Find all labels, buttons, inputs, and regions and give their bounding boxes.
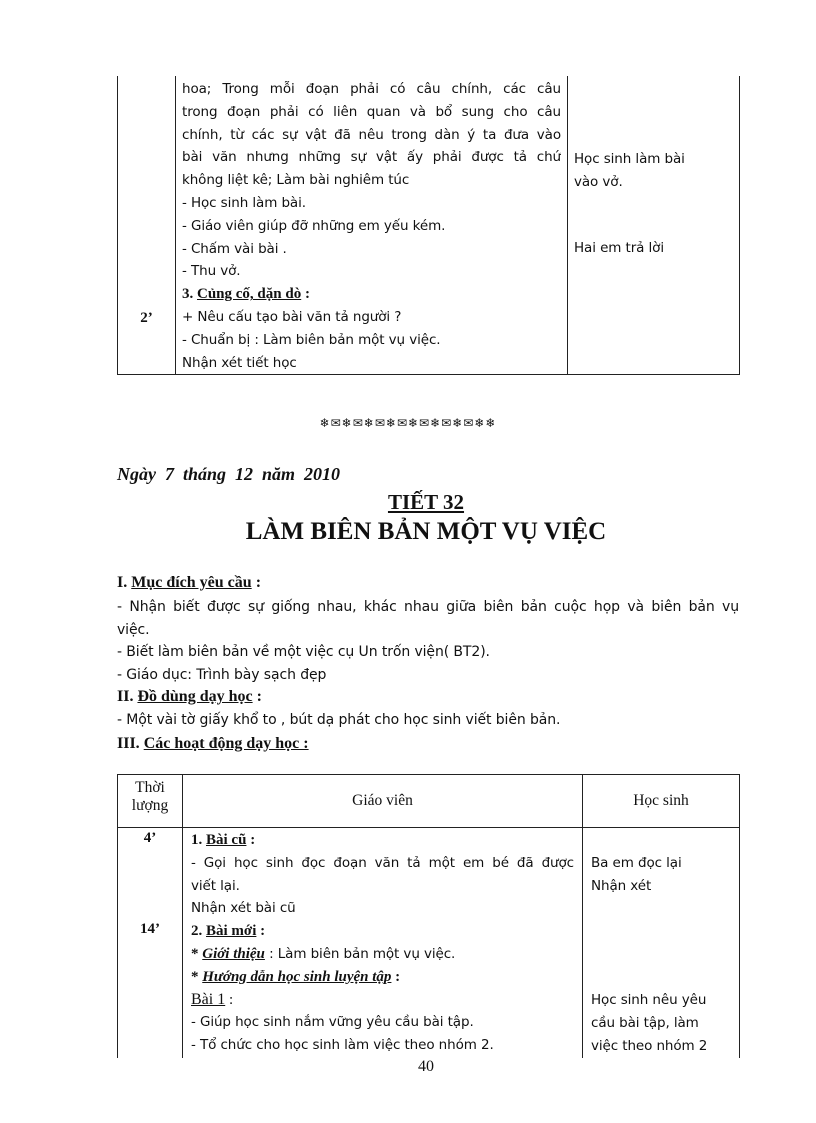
student-cell: [583, 828, 740, 1059]
text-line: bài văn nhưng những sự vật ấy phải được tả chứ: [182, 149, 561, 166]
section-suffix: :: [246, 832, 256, 848]
student-note: Học sinh nêu yêu: [591, 992, 707, 1008]
header-teacher: [183, 775, 583, 828]
text-line: - Thu vở.: [182, 263, 241, 280]
section-title: Mục đích yêu cầu: [131, 574, 252, 591]
section-heading: [191, 920, 574, 943]
time-value: 14’: [140, 921, 160, 937]
text-line: - Chuẩn bị : Làm biên bản một vụ việc.: [182, 331, 441, 348]
section-heading: [182, 283, 561, 306]
section-suffix: :: [301, 286, 310, 303]
section-title: Đồ dùng dạy học: [137, 688, 253, 705]
text-line: - Chấm vài bài .: [182, 240, 287, 257]
text-line: - Giáo viên giúp đỡ những em yếu kém.: [182, 217, 446, 234]
exercise-title: Bài 1: [191, 990, 226, 1008]
continuation-table: [117, 76, 740, 375]
guide-line: * Hướng dẫn học sinh luyện tập :: [191, 968, 401, 985]
text-line: - Biết làm biên bản về một việc cụ Un trốn viện( BT2).: [117, 644, 490, 661]
section-number: 3.: [182, 286, 194, 303]
section-title: Các hoạt động dạy học :: [143, 735, 309, 752]
guide-label: Hướng dẫn học sinh luyện tập: [202, 968, 392, 985]
text-line: trong đoạn phải có liên quan và bổ sung cho câu: [182, 103, 561, 120]
decorative-separator: ❄✉❄✉❄✉❄✉❄✉❄✉❄✉❄❄: [319, 416, 497, 430]
header-time-line: lượng: [131, 797, 169, 814]
table-row: [118, 76, 740, 375]
student-note: cầu bài tập, làm: [591, 1015, 699, 1031]
teacher-cell: [183, 828, 583, 1059]
exercise-heading: [191, 989, 574, 1012]
text-line: - Giúp học sinh nắm vững yêu cầu bài tập.: [191, 1014, 474, 1031]
time-value: 2’: [140, 310, 153, 326]
section-title: Bài mới: [206, 923, 257, 940]
section-suffix: :: [256, 923, 266, 940]
section-number: 2.: [191, 923, 203, 940]
text-line: hoa; Trong mỗi đoạn phải có câu chính, các câu: [182, 81, 561, 97]
student-note: Học sinh làm bài: [574, 151, 685, 167]
lesson-number: TIẾT 32: [387, 490, 465, 514]
text-line: Nhận xét tiết học: [182, 354, 297, 371]
text-line: Nhận xét bài cũ: [191, 900, 296, 917]
header-label: Giáo viên: [352, 792, 413, 809]
student-note: vào vở.: [574, 174, 623, 190]
student-note: Nhận xét: [591, 878, 652, 894]
intro-text: : Làm biên bản một vụ việc.: [264, 945, 456, 962]
objectives-list: [117, 596, 739, 686]
section-heading: [191, 829, 574, 852]
text-line: - Nhận biết được sự giống nhau, khác nhau giữa biên bản cuộc họp và biên bản vụ: [117, 599, 739, 615]
intro-line: * Giới thiệu : Làm biên bản một vụ việc.: [191, 945, 456, 962]
section-title: Củng cố, dặn dò: [197, 286, 302, 303]
section-prefix: II.: [117, 688, 138, 705]
section-heading-activities: [117, 733, 309, 755]
text-line: không liệt kê; Làm bài nghiêm túc: [182, 172, 410, 189]
header-student: [583, 775, 740, 828]
student-note: Hai em trả lời: [574, 240, 664, 256]
lesson-date: Ngày 7 tháng 12 năm 2010: [117, 464, 341, 484]
section-title: Bài cũ: [206, 832, 247, 848]
text-line: - Giáo dục: Trình bày sạch đẹp: [117, 666, 327, 683]
text-line: - Học sinh làm bài.: [182, 194, 306, 211]
text-line: - Gọi học sinh đọc đoạn văn tả một em bé đã được: [191, 854, 574, 871]
text-line: + Nêu cấu tạo bài văn tả người ?: [182, 308, 402, 325]
section-heading-materials: [117, 686, 262, 708]
header-label: Học sinh: [633, 792, 689, 809]
exercise-suffix: :: [225, 991, 234, 1008]
student-cell: [568, 76, 740, 375]
page-number: 40: [418, 1058, 434, 1075]
intro-label: Giới thiệu: [202, 945, 265, 962]
table-row: [118, 828, 740, 1059]
table-header-row: [118, 775, 740, 828]
text-line: việc.: [117, 621, 150, 638]
header-time: [118, 775, 183, 828]
guide-suffix: :: [391, 968, 401, 985]
section-prefix: III.: [117, 735, 144, 752]
section-suffix: :: [252, 688, 262, 705]
student-note: Ba em đọc lại: [591, 855, 682, 871]
text-line: - Tổ chức cho học sinh làm việc theo nhóm 2.: [191, 1037, 494, 1054]
header-time-line: Thời: [135, 779, 165, 796]
activities-table: [117, 774, 740, 1058]
text-line: chính, từ các sự vật đã nêu trong dàn ý ta đưa vào: [182, 126, 561, 143]
teacher-cell: [176, 76, 568, 375]
student-note: việc theo nhóm 2: [591, 1038, 708, 1054]
section-number: 1.: [191, 832, 203, 848]
section-prefix: I.: [117, 574, 132, 591]
time-cell: [118, 76, 176, 375]
time-cell: [118, 828, 183, 1059]
materials-line: - Một vài tờ giấy khổ to , bút dạ phát cho học sinh viết biên bản.: [117, 712, 561, 728]
time-value: 4’: [143, 830, 157, 846]
text-line: viết lại.: [191, 877, 240, 894]
lesson-title: LÀM BIÊN BẢN MỘT VỤ VIỆC: [245, 518, 607, 545]
section-heading-objectives: [117, 572, 261, 594]
section-suffix: :: [251, 574, 262, 591]
